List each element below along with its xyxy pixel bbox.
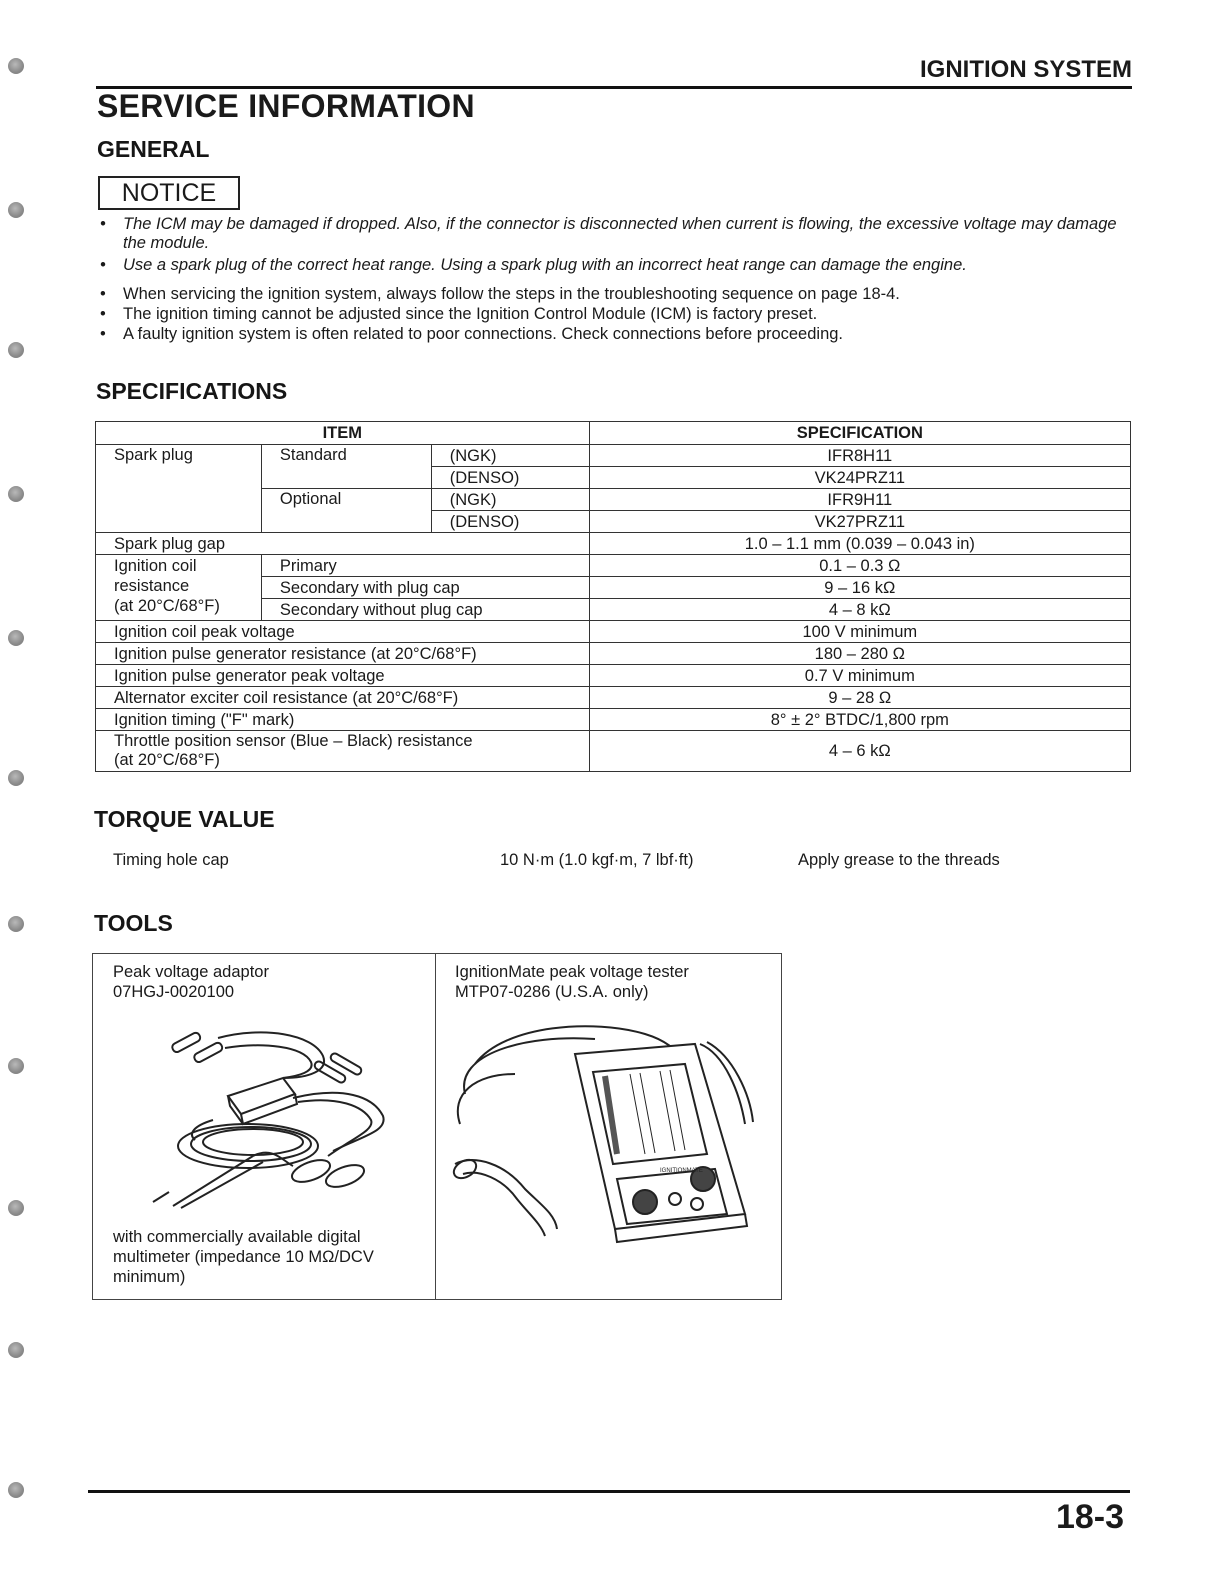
spec-value: 100 V minimum [589,621,1130,643]
ignitionmate-tester-illustration [445,1014,765,1244]
binder-hole [8,58,24,74]
spec-item: Secondary without plug cap [261,599,589,621]
binder-hole [8,770,24,786]
general-item: • When servicing the ignition system, always follow the steps in the troubleshooting sequence on page 18-4. [100,285,900,303]
table-row [96,687,1131,709]
table-row [96,731,1131,772]
torque-note: Apply grease to the threads [798,851,1000,869]
tps-label-line: (at 20°C/68°F) [114,751,220,769]
tool-note: multimeter (impedance 10 MΩ/DCV [113,1248,374,1266]
tools-divider [435,954,436,1299]
binder-hole [8,1482,24,1498]
tool-part-number: 07HGJ-0020100 [113,983,235,1001]
spec-value: 4 – 8 kΩ [589,599,1130,621]
optional-label: Optional [261,489,431,533]
table-header-item: ITEM [96,422,590,445]
table-row [96,665,1131,687]
brand-denso: (DENSO) [431,511,589,533]
spec-item: Ignition pulse generator resistance (at 20°C/68°F) [96,643,590,665]
coil-label-line: Ignition coil [114,557,197,575]
page-title: SERVICE INFORMATION [97,88,475,124]
table-header-spec: SPECIFICATION [589,422,1130,445]
notice-label: NOTICE [98,176,240,210]
device-brand-label: IGNITIONMATE [660,1168,703,1174]
coil-label-line: (at 20°C/68°F) [114,597,220,615]
table-row [96,709,1131,731]
notice-item: • The ICM may be damaged if dropped. Also, if the connector is disconnected when current is flowing, the excessive voltage may damage the module. [100,215,1117,252]
spec-value: 8° ± 2° BTDC/1,800 rpm [589,709,1130,731]
spec-item: Ignition coil peak voltage [96,621,590,643]
spec-item: Ignition timing ("F" mark) [96,709,590,731]
table-row [96,533,1131,555]
binder-hole [8,202,24,218]
spec-value: VK24PRZ11 [589,467,1130,489]
general-item: • The ignition timing cannot be adjusted since the Ignition Control Module (ICM) is factory preset. [100,305,818,323]
binder-hole [8,486,24,502]
spec-value: 0.1 – 0.3 Ω [589,555,1130,577]
table-row [96,643,1131,665]
spark-plug-label: Spark plug [96,445,262,533]
tools-heading: TOOLS [94,910,173,936]
binder-hole [8,342,24,358]
spec-value: 9 – 16 kΩ [589,577,1130,599]
tool-name: IgnitionMate peak voltage tester [455,963,689,981]
page-number: 18-3 [1055,1498,1124,1536]
tool-note: minimum) [113,1268,186,1286]
spec-item: Secondary with plug cap [261,577,589,599]
binder-hole [8,630,24,646]
tps-label-line: Throttle position sensor (Blue – Black) resistance [114,732,473,750]
spec-value: IFR8H11 [589,445,1130,467]
specifications-table [95,421,1131,772]
binder-hole [8,1342,24,1358]
standard-label: Standard [261,445,431,489]
tool-name: Peak voltage adaptor [113,963,269,981]
spec-item: Ignition pulse generator peak voltage [96,665,590,687]
spec-value: 180 – 280 Ω [589,643,1130,665]
tools-box [92,953,782,1300]
notice-item: • Use a spark plug of the correct heat range. Using a spark plug with an incorrect heat range can damage the engine. [100,256,967,274]
peak-voltage-adaptor-illustration [133,1016,413,1216]
brand-ngk: (NGK) [431,445,589,467]
spec-item: Spark plug gap [96,533,590,555]
table-row [96,445,1131,467]
torque-item: Timing hole cap [113,851,229,869]
spec-item: Primary [261,555,589,577]
general-item: • A faulty ignition system is often related to poor connections. Check connections before proceeding. [100,325,844,343]
brand-ngk: (NGK) [431,489,589,511]
spec-item: Alternator exciter coil resistance (at 20°C/68°F) [96,687,590,709]
general-heading: GENERAL [97,136,210,162]
tps-label [96,731,590,772]
tool-note: with commercially available digital [113,1228,361,1246]
spec-value: VK27PRZ11 [589,511,1130,533]
spec-value: 1.0 – 1.1 mm (0.039 – 0.043 in) [589,533,1130,555]
torque-value: 10 N·m (1.0 kgf·m, 7 lbf·ft) [500,851,694,869]
table-row [96,555,1131,577]
brand-denso: (DENSO) [431,467,589,489]
binder-hole [8,916,24,932]
specifications-heading: SPECIFICATIONS [96,378,288,404]
spec-value: 9 – 28 Ω [589,687,1130,709]
spec-value: 0.7 V minimum [589,665,1130,687]
binder-hole [8,1200,24,1216]
spec-value: IFR9H11 [589,489,1130,511]
coil-resistance-label [96,555,262,621]
section-header-title: IGNITION SYSTEM [919,56,1132,83]
coil-label-line: resistance [114,577,190,595]
table-row [96,621,1131,643]
torque-heading: TORQUE VALUE [94,806,275,832]
spec-value: 4 – 6 kΩ [589,731,1130,772]
tool-part-number: MTP07-0286 (U.S.A. only) [455,983,649,1001]
footer-rule [88,1490,1130,1493]
binder-hole [8,1058,24,1074]
